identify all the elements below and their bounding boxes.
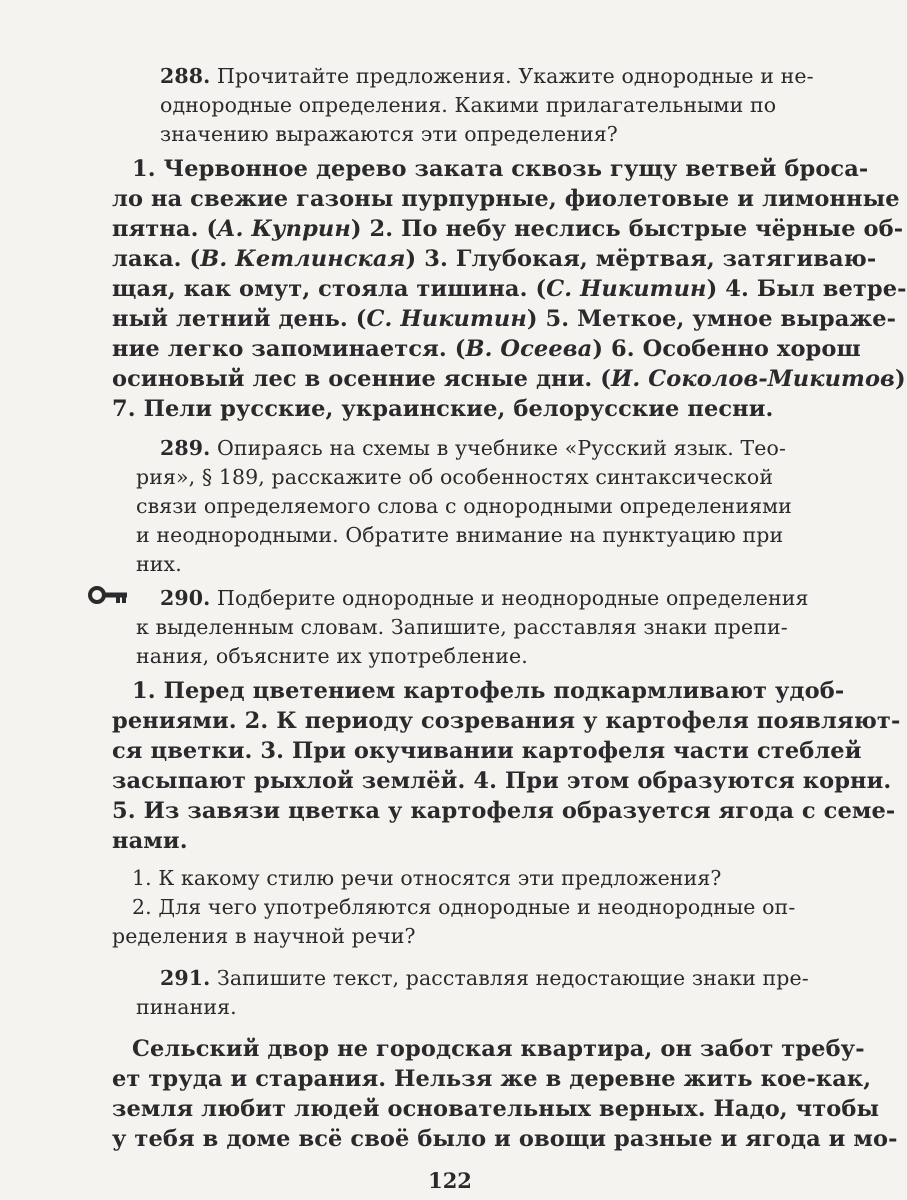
highlighted-word: удоб-	[775, 678, 845, 704]
author-citation: И. Соколов-Микитов	[611, 366, 895, 392]
highlighted-word: корни	[802, 768, 884, 794]
exercise-290-question: 2. Для чего употребляются однородные и неоднородные оп-	[132, 895, 796, 919]
author-citation: А. Куприн	[217, 216, 351, 242]
exercise-289-task-line: них.	[136, 552, 182, 576]
exercise-290-question: ределения в научной речи?	[112, 924, 416, 948]
highlighted-word: ягода с семе-	[718, 798, 896, 824]
exercise-289-task-line: 289. Опираясь на схемы в учебнике «Русский язык. Тео-	[160, 436, 786, 460]
exercise-288-text-line: ние легко запоминается. (В. Осеева) 6. Особенно хорош	[112, 336, 861, 362]
exercise-290-task-line: к выделенным словам. Запишите, расставляя знаки препи-	[136, 615, 788, 639]
exercise-291-text-line: земля любит людей основательных верных. Надо, чтобы	[112, 1096, 880, 1122]
exercise-number: 289.	[160, 436, 211, 460]
exercise-number: 291.	[160, 966, 211, 990]
exercise-291-task-line: пинания.	[136, 995, 237, 1019]
exercise-289-task-line: и неоднородными. Обратите внимание на пунктуацию при	[136, 523, 784, 547]
exercise-288-task-line: 288. Прочитайте предложения. Укажите однородные и не-	[160, 64, 814, 88]
author-citation: В. Осеева	[465, 336, 593, 362]
exercise-291-text-line: Сельский двор не городская квартира, он забот требу-	[132, 1036, 865, 1062]
author-citation: С. Никитин	[366, 306, 527, 332]
exercise-290-text-line: 5. Из завязи цветка у картофеля образуется ягода с семе-	[112, 798, 896, 824]
exercise-288-text-line: щая, как омут, стояла тишина. (С. Никитин) 4. Был ветре-	[112, 276, 907, 302]
exercise-290-text-line: ся цветки. 3. При окучивании картофеля части стеблей	[112, 738, 862, 764]
exercise-288-text-line: пятна. (А. Куприн) 2. По небу неслись быстрые чёрные об-	[112, 216, 904, 242]
exercise-290-task-line: нания, объясните их употребление.	[136, 644, 528, 668]
exercise-290-task-line: 290. Подберите однородные и неоднородные определения	[160, 586, 809, 610]
exercise-290-text-line: засыпают рыхлой землёй. 4. При этом образуются корни.	[112, 768, 892, 794]
author-citation: В. Кетлинская	[200, 246, 406, 272]
exercise-288-text-line: осиновый лес в осенние ясные дни. (И. Соколов-Микитов)	[112, 366, 906, 392]
exercise-288-text-line: 1. Червонное дерево заката сквозь гущу ветвей броса-	[132, 156, 869, 182]
exercise-number: 290.	[160, 586, 211, 610]
exercise-289-task-line: рия», § 189, расскажите об особенностях синтаксической	[136, 465, 774, 489]
exercise-288-text-line: ло на свежие газоны пурпурные, фиолетовые и лимонные	[112, 186, 900, 212]
exercise-290-question: 1. К какому стилю речи относятся эти предложения?	[132, 866, 722, 890]
exercise-288-text-line: 7. Пели русские, украинские, белорусские песни.	[112, 396, 774, 422]
highlighted-word: части стеблей	[673, 738, 862, 764]
highlighted-word: цветки	[150, 738, 245, 764]
page-number: 122	[428, 1168, 472, 1193]
exercise-288-text-line: лака. (В. Кетлинская) 3. Глубокая, мёртвая, затягиваю-	[112, 246, 877, 272]
exercise-290-text-line: нами.	[112, 828, 188, 854]
highlighted-word: рениями	[112, 708, 229, 734]
exercise-number: 288.	[160, 64, 211, 88]
exercise-291-task-line: 291. Запишите текст, расставляя недостающие знаки пре-	[160, 966, 809, 990]
author-citation: С. Никитин	[546, 276, 707, 302]
exercise-288-text-line: ный летний день. (С. Никитин) 5. Меткое, умное выраже-	[112, 306, 897, 332]
exercise-291-text-line: ет труда и старания. Нельзя же в деревне жить кое-как,	[112, 1066, 872, 1092]
highlighted-word: нами	[112, 828, 180, 854]
exercise-289-task-line: связи определяемого слова с однородными определениями	[136, 494, 792, 518]
exercise-288-task-line: однородные определения. Какими прилагательными по	[160, 93, 777, 117]
exercise-291-text-line: у тебя в доме всё своё было и овощи разные и ягода и мо-	[112, 1126, 898, 1152]
exercise-288-task-line: значению выражаются эти определения?	[160, 122, 618, 146]
exercise-290-text-line: рениями. 2. К периоду созревания у картофеля появляют-	[112, 708, 901, 734]
exercise-290-text-line: 1. Перед цветением картофель подкармливают удоб-	[132, 678, 845, 704]
